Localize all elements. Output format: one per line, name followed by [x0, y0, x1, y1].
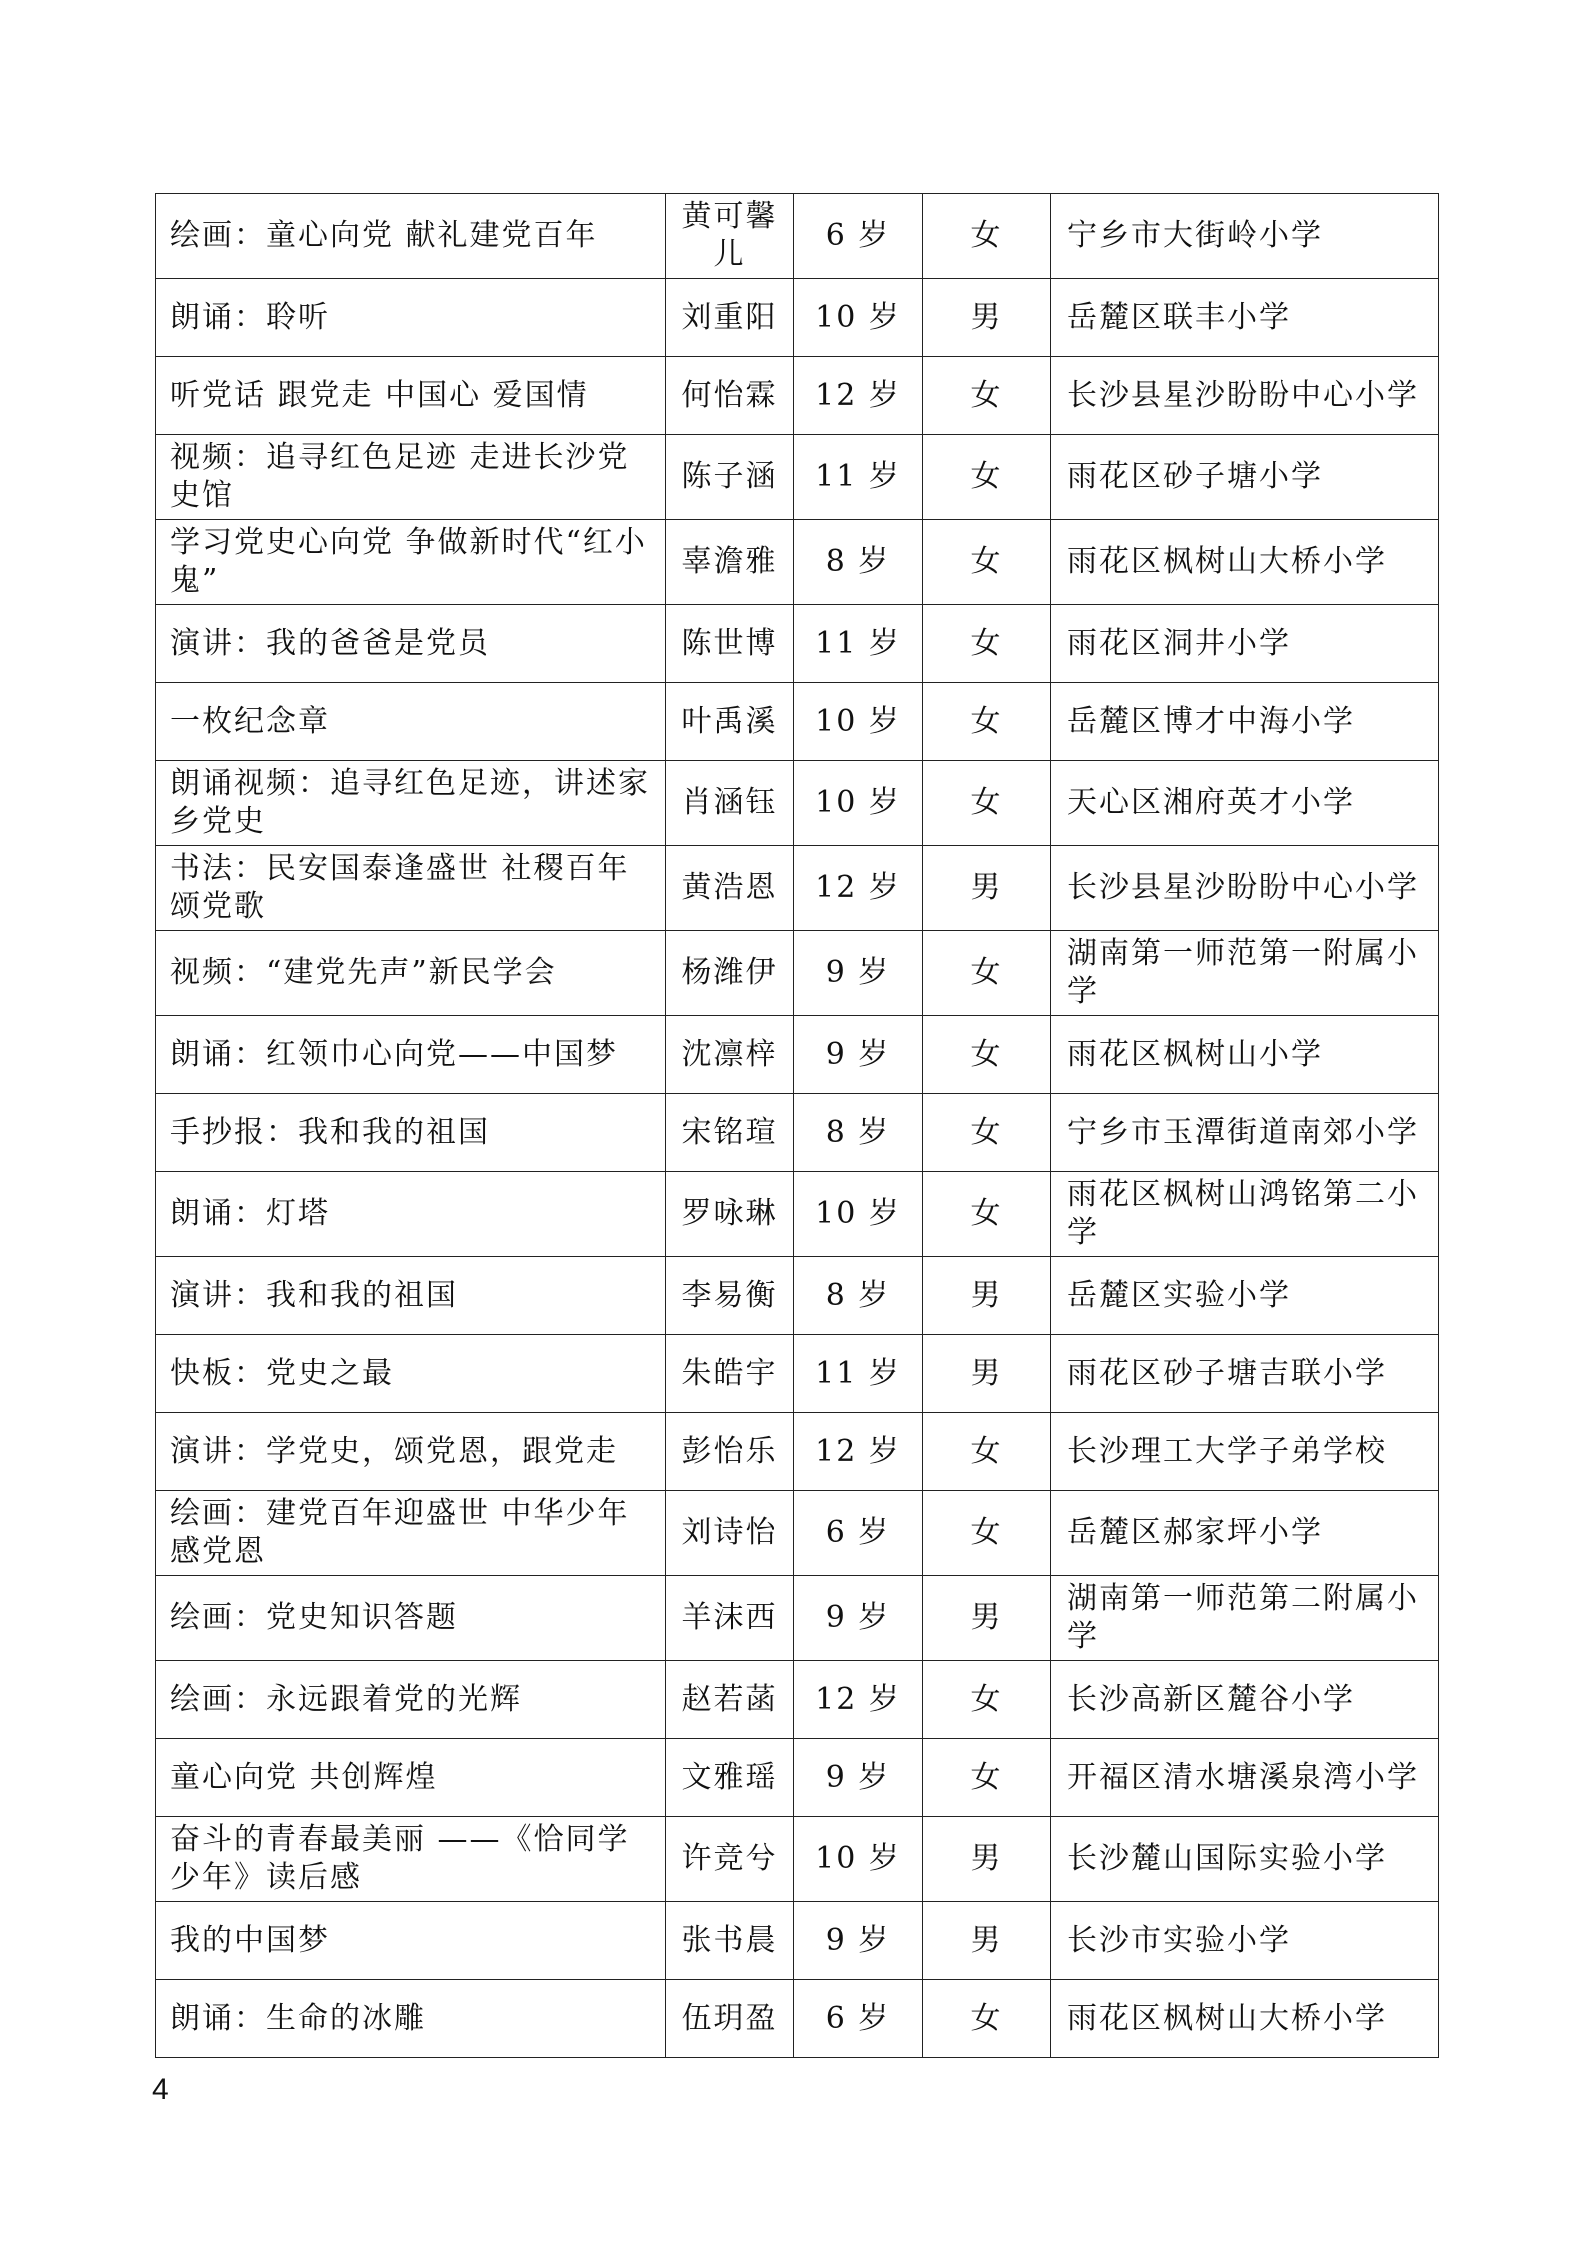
table-row	[156, 761, 1439, 846]
participant-gender-cell: 女	[923, 1661, 1051, 1739]
entry-title-cell: 书法：民安国泰逢盛世 社稷百年颂党歌	[156, 846, 666, 931]
entry-title-cell: 朗诵：生命的冰雕	[156, 1980, 666, 2058]
participant-gender-cell: 男	[923, 1257, 1051, 1335]
table-row	[156, 279, 1439, 357]
school-name-cell: 雨花区枫树山大桥小学	[1051, 1980, 1439, 2058]
entry-title-cell: 快板：党史之最	[156, 1335, 666, 1413]
participant-age-cell: 11 岁	[794, 435, 923, 520]
school-name-cell: 长沙市实验小学	[1051, 1902, 1439, 1980]
participant-name-cell: 许竞兮	[666, 1817, 794, 1902]
entries-table	[155, 193, 1439, 2058]
participant-name-cell: 朱皓宇	[666, 1335, 794, 1413]
participant-gender-cell: 女	[923, 1980, 1051, 2058]
entry-title-cell: 绘画：永远跟着党的光辉	[156, 1661, 666, 1739]
entry-title-cell: 一枚纪念章	[156, 683, 666, 761]
participant-name-cell: 陈子涵	[666, 435, 794, 520]
entry-title-cell: 朗诵视频：追寻红色足迹，讲述家乡党史	[156, 761, 666, 846]
participant-age-cell: 10 岁	[794, 761, 923, 846]
entry-title-cell: 绘画：党史知识答题	[156, 1576, 666, 1661]
entry-title-cell: 演讲：我的爸爸是党员	[156, 605, 666, 683]
entry-title-cell: 手抄报：我和我的祖国	[156, 1094, 666, 1172]
participant-name-cell: 李易衡	[666, 1257, 794, 1335]
table-row	[156, 605, 1439, 683]
participant-gender-cell: 男	[923, 1817, 1051, 1902]
entry-title-cell: 视频：“建党先声”新民学会	[156, 931, 666, 1016]
school-name-cell: 雨花区洞井小学	[1051, 605, 1439, 683]
participant-name-cell: 黄浩恩	[666, 846, 794, 931]
table-row	[156, 357, 1439, 435]
entry-title-cell: 绘画：童心向党 献礼建党百年	[156, 194, 666, 279]
school-name-cell: 雨花区枫树山小学	[1051, 1016, 1439, 1094]
participant-name-cell: 彭怡乐	[666, 1413, 794, 1491]
school-name-cell: 湖南第一师范第一附属小学	[1051, 931, 1439, 1016]
school-name-cell: 长沙麓山国际实验小学	[1051, 1817, 1439, 1902]
school-name-cell: 岳麓区郝家坪小学	[1051, 1491, 1439, 1576]
table-row	[156, 1902, 1439, 1980]
participant-age-cell: 10 岁	[794, 1817, 923, 1902]
participant-age-cell: 9 岁	[794, 1902, 923, 1980]
entry-title-cell: 朗诵：灯塔	[156, 1172, 666, 1257]
participant-age-cell: 11 岁	[794, 1335, 923, 1413]
participant-name-cell: 宋铭瑄	[666, 1094, 794, 1172]
participant-gender-cell: 女	[923, 194, 1051, 279]
participant-name-cell: 伍玥盈	[666, 1980, 794, 2058]
school-name-cell: 岳麓区实验小学	[1051, 1257, 1439, 1335]
participant-gender-cell: 女	[923, 357, 1051, 435]
table-row	[156, 1661, 1439, 1739]
participant-age-cell: 10 岁	[794, 279, 923, 357]
table-row	[156, 1817, 1439, 1902]
participant-age-cell: 10 岁	[794, 683, 923, 761]
participant-name-cell: 杨潍伊	[666, 931, 794, 1016]
participant-age-cell: 12 岁	[794, 846, 923, 931]
participant-gender-cell: 男	[923, 1576, 1051, 1661]
school-name-cell: 宁乡市大街岭小学	[1051, 194, 1439, 279]
entry-title-cell: 绘画：建党百年迎盛世 中华少年感党恩	[156, 1491, 666, 1576]
participant-gender-cell: 女	[923, 1739, 1051, 1817]
participant-age-cell: 12 岁	[794, 357, 923, 435]
table-row	[156, 931, 1439, 1016]
table-row	[156, 1980, 1439, 2058]
participant-gender-cell: 女	[923, 1016, 1051, 1094]
participant-gender-cell: 女	[923, 683, 1051, 761]
participant-name-cell: 叶禹溪	[666, 683, 794, 761]
participant-age-cell: 6 岁	[794, 1491, 923, 1576]
school-name-cell: 雨花区砂子塘吉联小学	[1051, 1335, 1439, 1413]
participant-gender-cell: 女	[923, 761, 1051, 846]
table-row	[156, 1257, 1439, 1335]
school-name-cell: 雨花区枫树山大桥小学	[1051, 520, 1439, 605]
entry-title-cell: 视频：追寻红色足迹 走进长沙党史馆	[156, 435, 666, 520]
table-row	[156, 520, 1439, 605]
school-name-cell: 长沙高新区麓谷小学	[1051, 1661, 1439, 1739]
participant-name-cell: 辜澹雅	[666, 520, 794, 605]
school-name-cell: 天心区湘府英才小学	[1051, 761, 1439, 846]
school-name-cell: 长沙县星沙盼盼中心小学	[1051, 357, 1439, 435]
school-name-cell: 雨花区砂子塘小学	[1051, 435, 1439, 520]
participant-name-cell: 黄可馨儿	[666, 194, 794, 279]
participant-name-cell: 文雅瑶	[666, 1739, 794, 1817]
entry-title-cell: 我的中国梦	[156, 1902, 666, 1980]
participant-name-cell: 张书晨	[666, 1902, 794, 1980]
participant-gender-cell: 女	[923, 435, 1051, 520]
participant-gender-cell: 女	[923, 1172, 1051, 1257]
participant-age-cell: 6 岁	[794, 194, 923, 279]
participant-age-cell: 9 岁	[794, 1739, 923, 1817]
participant-age-cell: 12 岁	[794, 1661, 923, 1739]
entry-title-cell: 听党话 跟党走 中国心 爱国情	[156, 357, 666, 435]
participant-gender-cell: 女	[923, 605, 1051, 683]
participant-age-cell: 9 岁	[794, 1576, 923, 1661]
participant-age-cell: 10 岁	[794, 1172, 923, 1257]
participant-name-cell: 罗咏琳	[666, 1172, 794, 1257]
participant-gender-cell: 男	[923, 279, 1051, 357]
participant-age-cell: 9 岁	[794, 1016, 923, 1094]
table-row	[156, 1413, 1439, 1491]
participant-gender-cell: 男	[923, 1335, 1051, 1413]
entry-title-cell: 童心向党 共创辉煌	[156, 1739, 666, 1817]
page-number: 4	[152, 2073, 169, 2106]
participant-name-cell: 刘重阳	[666, 279, 794, 357]
participant-name-cell: 羊沫西	[666, 1576, 794, 1661]
entry-title-cell: 演讲：学党史，颂党恩，跟党走	[156, 1413, 666, 1491]
participant-age-cell: 12 岁	[794, 1413, 923, 1491]
table-row	[156, 1335, 1439, 1413]
participant-name-cell: 刘诗怡	[666, 1491, 794, 1576]
participant-age-cell: 6 岁	[794, 1980, 923, 2058]
participant-age-cell: 8 岁	[794, 1094, 923, 1172]
participant-age-cell: 8 岁	[794, 1257, 923, 1335]
school-name-cell: 雨花区枫树山鸿铭第二小学	[1051, 1172, 1439, 1257]
participant-age-cell: 9 岁	[794, 931, 923, 1016]
table-row	[156, 1491, 1439, 1576]
table-row	[156, 1094, 1439, 1172]
participant-gender-cell: 男	[923, 1902, 1051, 1980]
participant-gender-cell: 女	[923, 1491, 1051, 1576]
participant-name-cell: 赵若菡	[666, 1661, 794, 1739]
table-row	[156, 1576, 1439, 1661]
entries-table-container	[155, 193, 1438, 2058]
participant-age-cell: 11 岁	[794, 605, 923, 683]
table-row	[156, 435, 1439, 520]
participant-name-cell: 沈凛梓	[666, 1016, 794, 1094]
participant-gender-cell: 女	[923, 1413, 1051, 1491]
participant-gender-cell: 女	[923, 1094, 1051, 1172]
table-row	[156, 1739, 1439, 1817]
school-name-cell: 宁乡市玉潭街道南郊小学	[1051, 1094, 1439, 1172]
participant-name-cell: 陈世博	[666, 605, 794, 683]
table-row	[156, 1172, 1439, 1257]
table-row	[156, 1016, 1439, 1094]
school-name-cell: 岳麓区博才中海小学	[1051, 683, 1439, 761]
entry-title-cell: 朗诵：聆听	[156, 279, 666, 357]
participant-gender-cell: 女	[923, 931, 1051, 1016]
participant-gender-cell: 男	[923, 846, 1051, 931]
school-name-cell: 岳麓区联丰小学	[1051, 279, 1439, 357]
school-name-cell: 长沙县星沙盼盼中心小学	[1051, 846, 1439, 931]
entry-title-cell: 朗诵：红领巾心向党——中国梦	[156, 1016, 666, 1094]
entry-title-cell: 奋斗的青春最美丽 ——《恰同学少年》读后感	[156, 1817, 666, 1902]
school-name-cell: 湖南第一师范第二附属小学	[1051, 1576, 1439, 1661]
table-row	[156, 846, 1439, 931]
entry-title-cell: 学习党史心向党 争做新时代“红小鬼”	[156, 520, 666, 605]
school-name-cell: 开福区清水塘溪泉湾小学	[1051, 1739, 1439, 1817]
entries-table-body	[156, 194, 1439, 2058]
table-row	[156, 683, 1439, 761]
table-row	[156, 194, 1439, 279]
participant-gender-cell: 女	[923, 520, 1051, 605]
participant-name-cell: 何怡霖	[666, 357, 794, 435]
participant-age-cell: 8 岁	[794, 520, 923, 605]
participant-name-cell: 肖涵钰	[666, 761, 794, 846]
school-name-cell: 长沙理工大学子弟学校	[1051, 1413, 1439, 1491]
entry-title-cell: 演讲：我和我的祖国	[156, 1257, 666, 1335]
